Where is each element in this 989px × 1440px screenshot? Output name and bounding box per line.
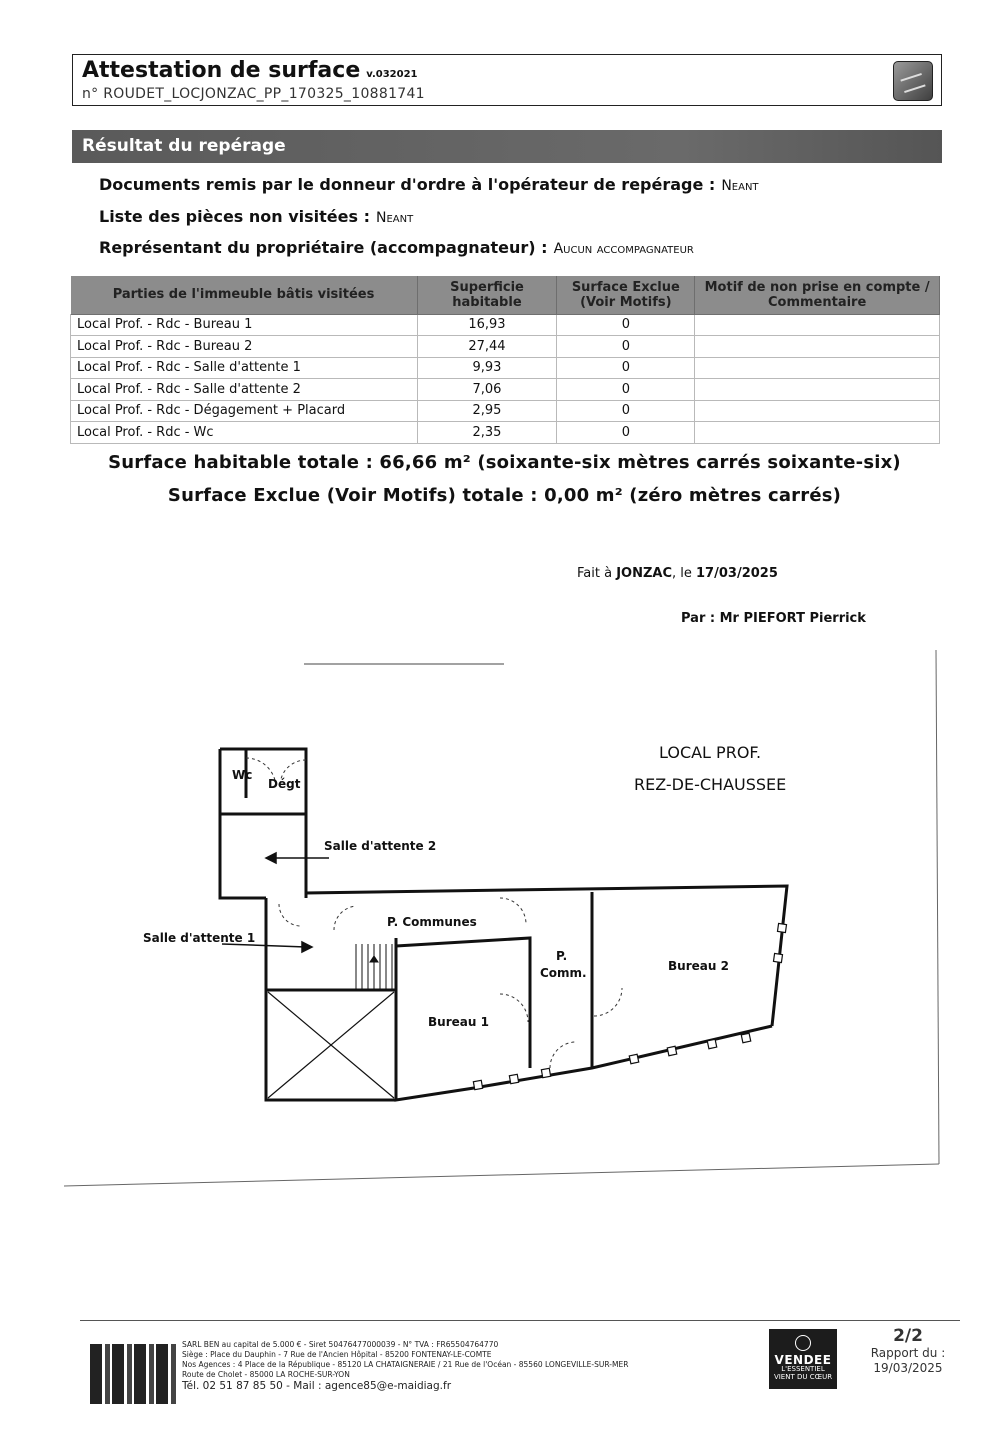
table-row	[71, 422, 940, 444]
cell-excluded: 0	[557, 314, 695, 336]
table-row	[71, 400, 940, 422]
cell-comment	[695, 422, 940, 444]
cell-part: Local Prof. - Rdc - Wc	[71, 422, 418, 444]
page-info	[858, 1326, 958, 1376]
footer-company-info	[182, 1340, 752, 1393]
made-at-city: JONZAC	[616, 566, 672, 581]
representative-label: Représentant du propriétaire (accompagnateur) :	[99, 238, 548, 257]
document-header	[72, 54, 942, 106]
cell-part: Local Prof. - Rdc - Bureau 2	[71, 336, 418, 358]
plan-storage-cross	[268, 992, 394, 1098]
cell-comment	[695, 357, 940, 379]
plan-title-line1: LOCAL PROF.	[659, 743, 762, 762]
cell-part: Local Prof. - Rdc - Salle d'attente 2	[71, 379, 418, 401]
representative-line	[99, 238, 694, 257]
document-title-text: Attestation de surface	[82, 58, 361, 83]
representative-value: Aucun accompagnateur	[553, 241, 694, 257]
plan-windows	[473, 923, 786, 1089]
date-prefix: , le	[672, 566, 692, 581]
cell-excluded: 0	[557, 336, 695, 358]
cell-surface: 2,95	[417, 400, 557, 422]
plan-walls	[220, 749, 787, 1100]
cell-part: Local Prof. - Rdc - Salle d'attente 1	[71, 357, 418, 379]
vendee-logo-tag2: VIENT DU CŒUR	[773, 1373, 833, 1381]
footer-barcode-icon	[90, 1344, 176, 1404]
plan-right-edge	[936, 650, 939, 1164]
cell-surface: 27,44	[417, 336, 557, 358]
vendee-logo	[769, 1329, 837, 1389]
footer-divider	[80, 1320, 960, 1321]
footer-line1: SARL BEN au capital de 5.000 € - Siret 50476477000039 - N° TVA : FR65504764770	[182, 1340, 499, 1349]
vendee-logo-name: VENDEE	[774, 1353, 832, 1367]
wall-bureau1	[396, 938, 530, 1068]
plan-label-degt: Dégt	[268, 777, 301, 791]
cell-surface: 2,35	[417, 422, 557, 444]
page-number: 2/2	[893, 1326, 923, 1346]
plan-label-bureau1: Bureau 1	[428, 1015, 489, 1029]
non-visited-value: Neant	[376, 210, 414, 226]
documents-label: Documents remis par le donneur d'ordre à l'opérateur de repérage :	[99, 175, 716, 194]
table-row	[71, 314, 940, 336]
cell-part: Local Prof. - Rdc - Bureau 1	[71, 314, 418, 336]
table-row	[71, 336, 940, 358]
floor-plan	[44, 648, 940, 1190]
column-header-excluded: Surface Exclue (Voir Motifs)	[557, 276, 695, 314]
cell-surface: 9,93	[417, 357, 557, 379]
cell-excluded: 0	[557, 422, 695, 444]
plan-label-salle2: Salle d'attente 2	[324, 839, 437, 853]
non-visited-line	[99, 207, 413, 226]
cell-surface: 16,93	[417, 314, 557, 336]
table-header-row	[71, 276, 940, 314]
footer-line4: Route de Cholet - 85000 LA ROCHE-SUR-YON	[182, 1370, 350, 1379]
made-at-prefix: Fait à	[577, 566, 613, 581]
cell-comment	[695, 314, 940, 336]
plan-label-bureau2: Bureau 2	[668, 959, 729, 973]
plan-label-comm-p: P.	[556, 949, 568, 963]
cell-comment	[695, 400, 940, 422]
plan-label-wc: Wc	[232, 768, 253, 782]
table-row	[71, 379, 940, 401]
plan-bottom-edge	[64, 1164, 939, 1186]
documents-value: Neant	[721, 178, 759, 194]
operator-name: Par : Mr PIEFORT Pierrick	[681, 611, 866, 626]
documents-line	[99, 175, 759, 194]
company-logo-icon	[893, 61, 933, 101]
plan-label-salle1: Salle d'attente 1	[143, 931, 256, 945]
plan-label-comm: Comm.	[540, 966, 587, 980]
made-at-line	[577, 566, 778, 581]
section-title: Résultat du repérage	[72, 130, 942, 163]
footer-line3: Nos Agences : 4 Place de la République - 85120 LA CHATAIGNERAIE / 21 Rue de l'Océan - 85560 LONGEVILLE-SUR-MER	[182, 1360, 629, 1369]
document-number: n° ROUDET_LOCJONZAC_PP_170325_10881741	[82, 86, 425, 102]
cell-excluded: 0	[557, 400, 695, 422]
footer-contact: Tél. 02 51 87 85 50 - Mail : agence85@e-maidiag.fr	[182, 1380, 452, 1392]
report-label: Rapport du :	[870, 1346, 946, 1360]
vendee-heart-icon	[795, 1335, 811, 1351]
plan-stairs	[356, 944, 392, 990]
made-at-date: 17/03/2025	[696, 566, 778, 581]
footer-line2: Siège : Place du Dauphin - 7 Rue de l'Ancien Hôpital - 85200 FONTENAY-LE-COMTE	[182, 1350, 492, 1359]
cell-comment	[695, 336, 940, 358]
column-header-comment: Motif de non prise en compte / Commentaire	[695, 276, 940, 314]
non-visited-label: Liste des pièces non visitées :	[99, 207, 370, 226]
vendee-logo-tag1: L'ESSENTIEL	[781, 1365, 825, 1373]
total-excluded: Surface Exclue (Voir Motifs) totale : 0,00 m² (zéro mètres carrés)	[167, 485, 842, 506]
table-row	[71, 357, 940, 379]
document-title	[82, 58, 418, 83]
report-date: 19/03/2025	[873, 1361, 943, 1375]
column-header-surface: Superficie habitable	[417, 276, 557, 314]
total-habitable: Surface habitable totale : 66,66 m² (soixante-six mètres carrés soixante-six)	[108, 452, 901, 473]
plan-title-line2: REZ-DE-CHAUSSEE	[634, 775, 787, 794]
document-version: v.032021	[366, 69, 418, 80]
cell-excluded: 0	[557, 379, 695, 401]
cell-surface: 7,06	[417, 379, 557, 401]
wall-salle1	[266, 898, 396, 990]
cell-part: Local Prof. - Rdc - Dégagement + Placard	[71, 400, 418, 422]
plan-label-communes: P. Communes	[387, 915, 477, 929]
surface-table	[70, 276, 940, 444]
cell-comment	[695, 379, 940, 401]
column-header-part: Parties de l'immeuble bâtis visitées	[71, 276, 418, 314]
cell-excluded: 0	[557, 357, 695, 379]
